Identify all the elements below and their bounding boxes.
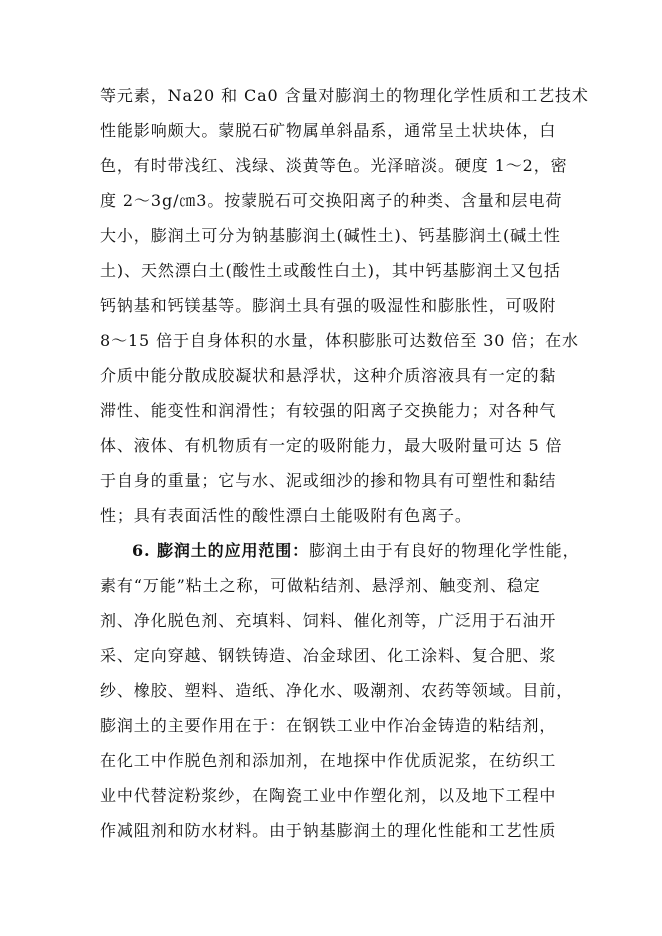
paragraph-1-line-7: 钙钠基和钙镁基等。膨润土具有强的吸湿性和膨胀性，可吸附 [100, 296, 557, 315]
paragraph-2-line-6: 膨润土的主要作用在于：在钢铁工业中作冶金铸造的粘结剂， [100, 716, 557, 735]
paragraph-2-line-8: 业中代替淀粉浆纱，在陶瓷工业中作塑化剂，以及地下工程中 [100, 786, 557, 805]
paragraph-1-line-12: 于自身的重量；它与水、泥或细沙的掺和物具有可塑性和黏结 [100, 471, 557, 490]
paragraph-1-line-2: 性能影响颇大。蒙脱石矿物属单斜晶系，通常呈土状块体，白 [100, 121, 557, 140]
paragraph-2-line-9: 作减阻剂和防水材料。由于钠基膨润土的理化性能和工艺性质 [100, 821, 557, 840]
paragraph-2-line-4: 采、定向穿越、钢铁铸造、冶金球团、化工涂料、复合肥、浆 [100, 646, 557, 665]
paragraph-2-line-7: 在化工中作脱色剂和添加剂，在地探中作优质泥浆，在纺织工 [100, 751, 557, 770]
paragraph-1-line-3: 色，有时带浅红、浅绿、淡黄等色。光泽暗淡。硬度 1～2，密 [100, 156, 568, 175]
paragraph-1-line-6: 土)、天然漂白土(酸性土或酸性白土)，其中钙基膨润土又包括 [100, 261, 561, 280]
paragraph-2-line-3: 剂、净化脱色剂、充填料、饲料、催化剂等，广泛用于石油开 [100, 611, 557, 630]
paragraph-2-line-1 [132, 541, 579, 561]
paragraph-1-line-5: 大小，膨润土可分为钠基膨润土(碱性土)、钙基膨润土(碱土性 [100, 226, 561, 245]
section-heading: 6. 膨润土的应用范围： [132, 541, 310, 560]
paragraph-2-line-5: 纱、橡胶、塑料、造纸、净化水、吸潮剂、农药等领域。目前， [100, 681, 574, 700]
paragraph-1-line-9: 介质中能分散成胶凝状和悬浮状，这种介质溶液具有一定的黏 [100, 366, 557, 385]
paragraph-1-line-10: 滞性、能变性和润滑性；有较强的阳离子交换能力；对各种气 [100, 401, 557, 420]
paragraph-1-line-4: 度 2～3g/㎝3。按蒙脱石可交换阳离子的种类、含量和层电荷 [100, 191, 563, 210]
paragraph-1-line-13: 性；具有表面活性的酸性漂白土能吸附有色离子。 [100, 506, 472, 525]
paragraph-1-line-1: 等元素，Na20 和 Ca0 含量对膨润土的物理化学性质和工艺技术 [100, 86, 589, 105]
paragraph-2-line-2: 素有“万能”粘土之称，可做粘结剂、悬浮剂、触变剂、稳定 [100, 576, 541, 595]
paragraph-1-line-11: 体、液体、有机物质有一定的吸附能力，最大吸附量可达 5 倍 [100, 436, 563, 455]
paragraph-1-line-8: 8～15 倍于自身体积的水量，体积膨胀可达数倍至 30 倍；在水 [100, 331, 579, 350]
paragraph-2-line-1-text: 膨润土由于有良好的物理化学性能， [309, 541, 580, 560]
